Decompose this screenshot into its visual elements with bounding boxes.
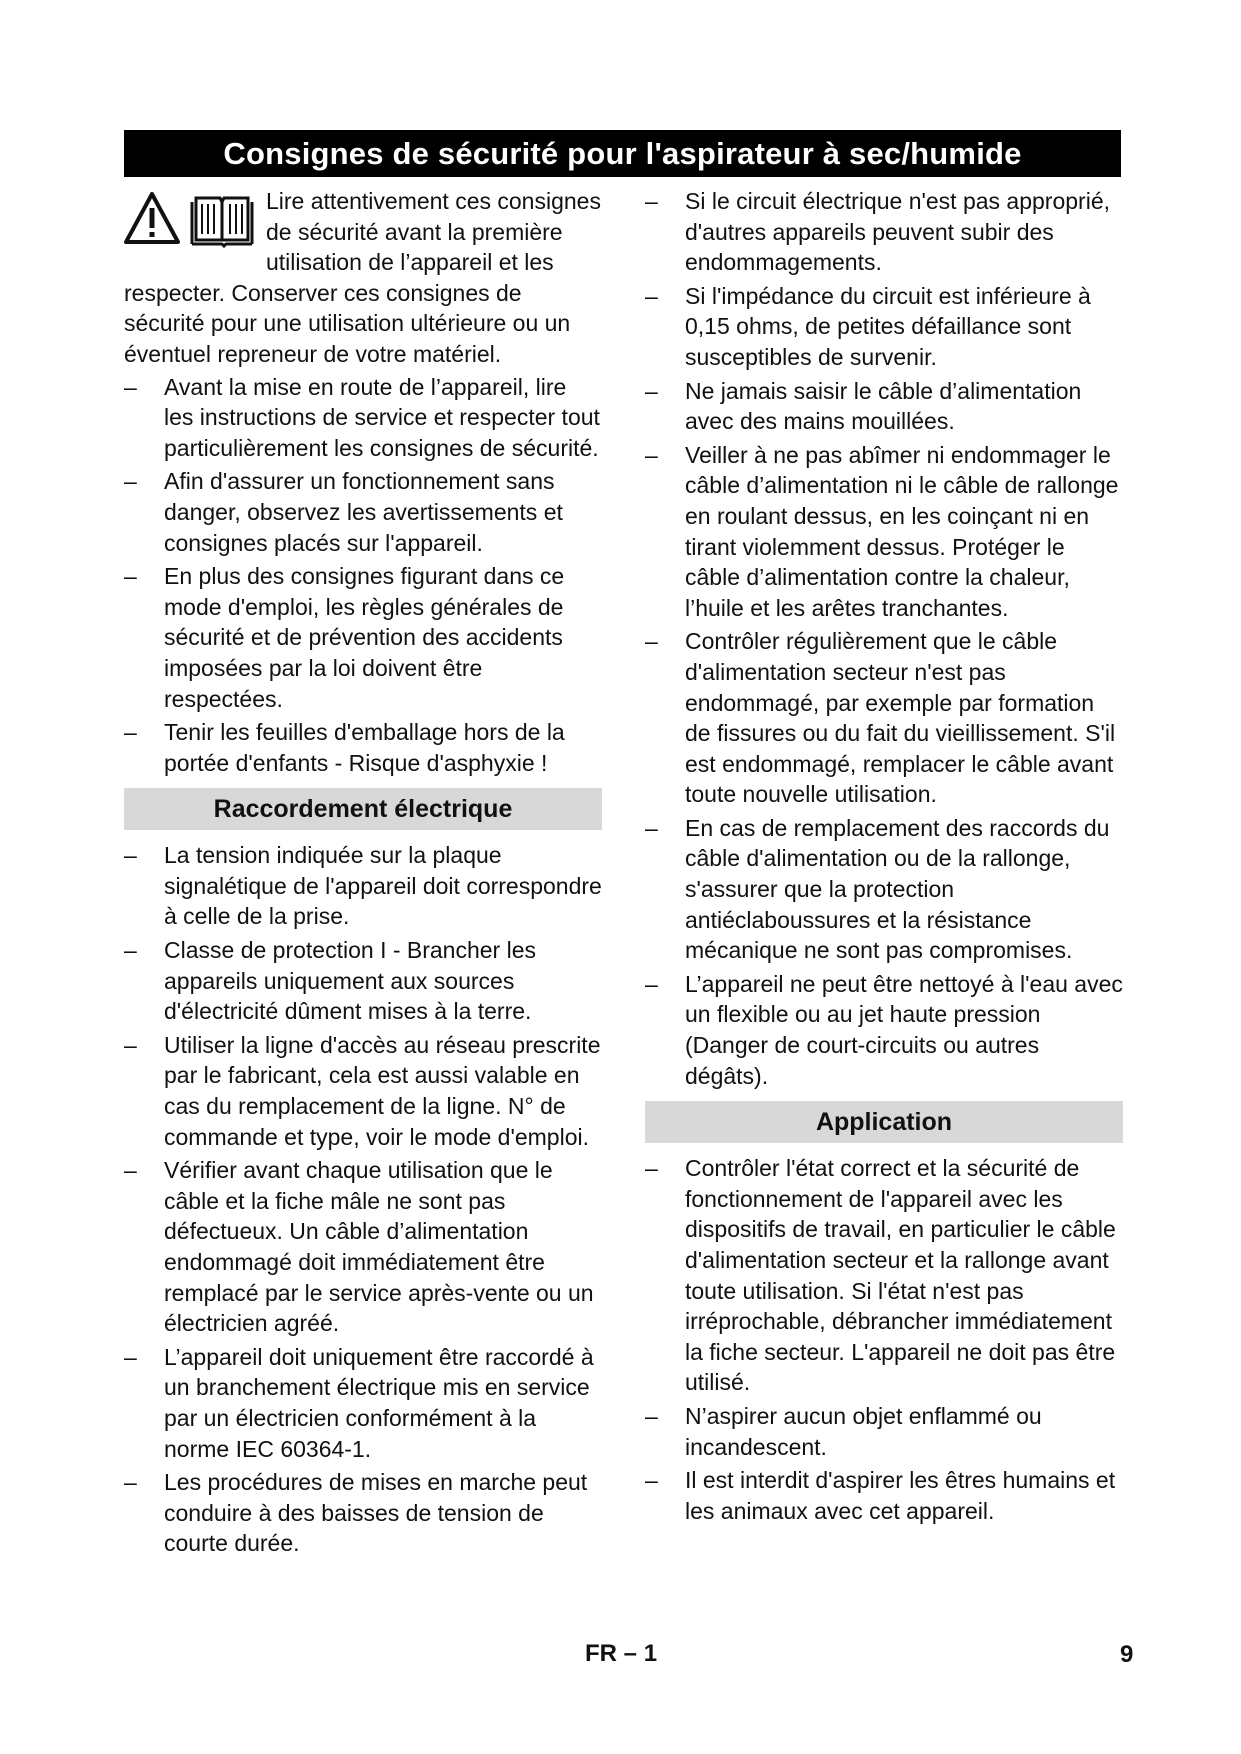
list-item: – Les procédures de mises en marche peut conduire à des baisses de tension de courte durée. bbox=[124, 1467, 602, 1559]
left-column bbox=[124, 186, 602, 1562]
list-item: – Contrôler régulièrement que le câble d'alimentation secteur n'est pas endommagé, par exemple par formation de fissures ou du fait du vieillissement. S'il est endommagé, remplacer le câble avant toute nouvelle utilisation. bbox=[645, 626, 1123, 810]
list-item: – Tenir les feuilles d'emballage hors de la portée d'enfants - Risque d'asphyxie ! bbox=[124, 717, 602, 778]
footer-language-page bbox=[585, 1640, 657, 1668]
footer-language: FR bbox=[585, 1640, 617, 1667]
list-item: – Vérifier avant chaque utilisation que le câble et la fiche mâle ne sont pas défectueux. Un câble d’alimentation endommagé doit immédiatement être remplacé par le service après-vente ou un électricien agréé. bbox=[124, 1155, 602, 1339]
list-item: – En plus des consignes figurant dans ce mode d'emploi, les règles générales de sécurité et de prévention des accidents imposées par la loi doivent être respectées. bbox=[124, 561, 602, 714]
warning-manual-icon bbox=[124, 190, 262, 248]
list-item: – Si le circuit électrique n'est pas approprié, d'autres appareils peuvent subir des endommagements. bbox=[645, 186, 1123, 278]
list-item: – L’appareil doit uniquement être raccordé à un branchement électrique mis en service par un électricien conformément à la norme IEC 60364-1. bbox=[124, 1342, 602, 1464]
right-column bbox=[645, 186, 1123, 1529]
list-item: – En cas de remplacement des raccords du câble d'alimentation ou de la rallonge, s'assurer que la protection antiéclaboussures et la résistance mécanique ne sont pas compromises. bbox=[645, 813, 1123, 966]
list-item: – Si l'impédance du circuit est inférieure à 0,15 ohms, de petites défaillance sont susceptibles de survenir. bbox=[645, 281, 1123, 373]
list-item: – Ne jamais saisir le câble d’alimentation avec des mains mouillées. bbox=[645, 376, 1123, 437]
page-title: Consignes de sécurité pour l'aspirateur à sec/humide bbox=[124, 130, 1121, 177]
electrical-list bbox=[124, 840, 602, 1559]
intro-paragraph bbox=[124, 186, 602, 370]
list-item: – Utiliser la ligne d'accès au réseau prescrite par le fabricant, cela est aussi valable en cas du remplacement de la ligne. N° de commande et type, voir le mode d'emploi. bbox=[124, 1030, 602, 1152]
footer-section-number: – 1 bbox=[623, 1640, 658, 1667]
list-item: – Afin d'assurer un fonctionnement sans danger, observez les avertissements et consignes placés sur l'appareil. bbox=[124, 466, 602, 558]
list-item: – La tension indiquée sur la plaque signalétique de l'appareil doit correspondre à celle de la prise. bbox=[124, 840, 602, 932]
list-item: – L’appareil ne peut être nettoyé à l'eau avec un flexible ou au jet haute pression (Danger de court-circuits ou autres dégâts). bbox=[645, 969, 1123, 1091]
application-list bbox=[645, 1153, 1123, 1526]
right-safety-list bbox=[645, 186, 1123, 1091]
list-item: – Classe de protection I - Brancher les appareils uniquement aux sources d'électricité dûment mises à la terre. bbox=[124, 935, 602, 1027]
list-item: – Avant la mise en route de l’appareil, lire les instructions de service et respecter tout particulièrement les consignes de sécurité. bbox=[124, 372, 602, 464]
list-item: – Il est interdit d'aspirer les êtres humains et les animaux avec cet appareil. bbox=[645, 1465, 1123, 1526]
list-item: – N’aspirer aucun objet enflammé ou incandescent. bbox=[645, 1401, 1123, 1462]
intro-text: Lire attentivement ces consignes de sécurité avant la première utilisation de l’appareil et les respecter. Conserver ces consignes de sécurité pour une utilisation ultérieure ou un éventuel repreneur de votre matériel. bbox=[124, 188, 601, 367]
page-number: 9 bbox=[1120, 1641, 1134, 1668]
section-heading-application: Application bbox=[645, 1101, 1123, 1143]
list-item: – Contrôler l'état correct et la sécurité de fonctionnement de l'appareil avec les dispositifs de travail, en particulier le câble d'alimentation secteur et la rallonge avant toute utilisation. Si l'état n'est pas irréprochable, débrancher immédiatement la fiche secteur. L'appareil ne doit pas être utilisé. bbox=[645, 1153, 1123, 1398]
list-item: – Veiller à ne pas abîmer ni endommager le câble d’alimentation ni le câble de rallonge en roulant dessus, en les coinçant ni en tirant violemment dessus. Protéger le câble d’alimentation contre la chaleur, l’huile et les arêtes tranchantes. bbox=[645, 440, 1123, 624]
left-safety-list bbox=[124, 372, 602, 779]
section-heading-electrical: Raccordement électrique bbox=[124, 788, 602, 830]
